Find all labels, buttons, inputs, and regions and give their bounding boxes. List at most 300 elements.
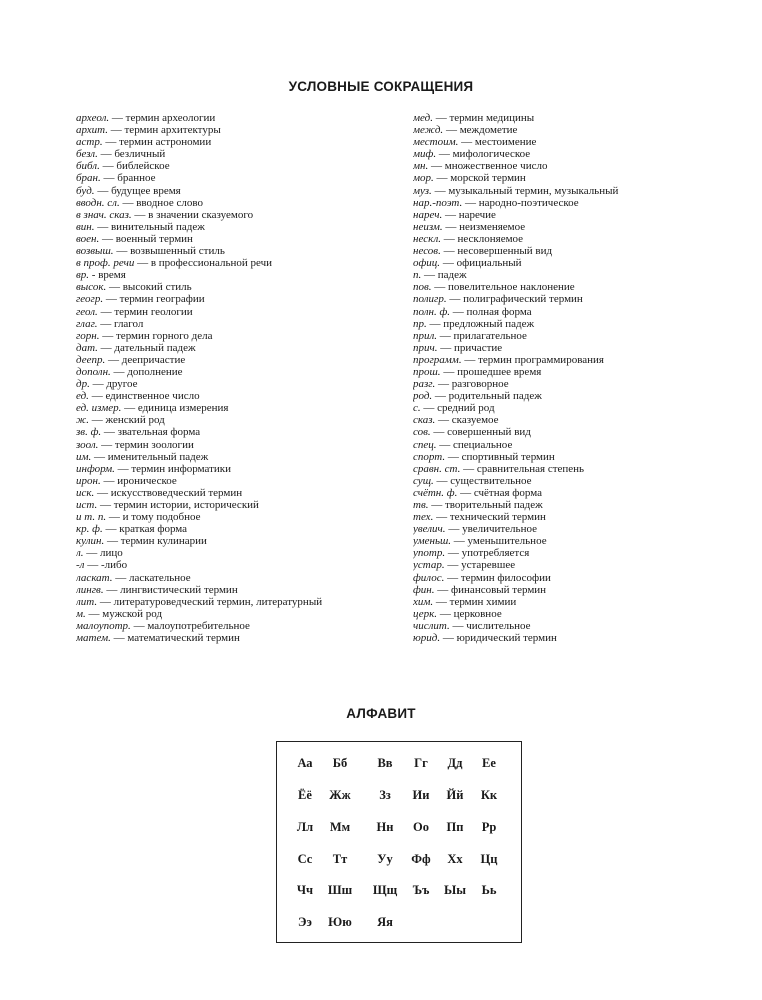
abbreviation-entry: [413, 487, 743, 499]
alphabet-letter: Ьь: [481, 883, 497, 897]
separator-dash: —: [437, 607, 454, 620]
abbreviation-entry: [413, 293, 743, 305]
separator-dash: —: [100, 474, 118, 487]
abbreviation-meaning: высокий стиль: [122, 281, 192, 294]
abbreviation: мор.: [413, 172, 434, 185]
abbreviations-left-column: [76, 112, 401, 644]
abbreviation-entry: [413, 366, 743, 378]
abbreviation: матем.: [76, 632, 111, 645]
abbreviation: кр. ф.: [76, 523, 103, 536]
separator-dash: —: [449, 619, 467, 632]
alphabet-letter: Жж: [329, 788, 351, 802]
abbreviation-entry: [76, 354, 401, 366]
abbreviation-entry: [76, 245, 401, 257]
separator-dash: —: [442, 208, 459, 221]
separator-dash: —: [88, 414, 106, 427]
abbreviation-meaning: термин философии: [460, 571, 551, 584]
abbreviation-entry: [413, 112, 743, 124]
abbreviations-title: УСЛОВНЫЕ СОКРАЩЕНИЯ: [288, 79, 474, 94]
abbreviation-meaning: юридический термин: [456, 632, 557, 645]
abbreviation-entry: [413, 197, 743, 209]
separator-dash: —: [101, 426, 118, 439]
abbreviation-entry: [413, 148, 743, 160]
abbreviation-entry: [76, 463, 401, 475]
abbreviation: бран.: [76, 172, 101, 185]
alphabet-letter: Ыы: [443, 883, 467, 897]
abbreviation: ист.: [76, 499, 98, 511]
abbreviation-entry: [413, 499, 743, 511]
abbreviation-meaning: междометие: [459, 124, 518, 137]
abbreviation-meaning: наречие: [458, 208, 496, 221]
separator-dash: —: [98, 438, 115, 451]
separator-dash: —: [440, 632, 457, 645]
alphabet-letter: Уу: [377, 852, 393, 866]
abbreviation: сказ.: [413, 414, 436, 427]
abbreviation: м.: [76, 607, 86, 620]
abbreviation: вин.: [76, 220, 95, 233]
abbreviation: с.: [413, 402, 421, 415]
abbreviation-entry: [413, 257, 743, 269]
abbreviation: хим.: [413, 595, 434, 608]
abbreviation: спорт.: [413, 450, 446, 463]
abbreviation-meaning: несовершенный вид: [457, 245, 553, 258]
separator-dash: —: [444, 571, 461, 584]
abbreviation-meaning: спортивный термин: [461, 450, 555, 463]
abbreviation-entry: [76, 608, 401, 620]
abbreviation-meaning: употребляется: [461, 547, 530, 560]
abbreviation: местоим.: [413, 136, 459, 149]
abbreviation: муз.: [413, 184, 432, 197]
abbreviation: неизм.: [413, 220, 443, 233]
abbreviation-entry: [76, 269, 401, 281]
abbreviation-entry: [413, 378, 743, 390]
separator-dash: —: [431, 184, 449, 197]
abbreviation-meaning: термин химии: [449, 595, 517, 608]
abbreviation-meaning: термин географии: [119, 293, 205, 306]
alphabet-letter: Яя: [377, 915, 393, 929]
abbreviation: глаг.: [76, 317, 98, 330]
abbreviation-entry: [413, 281, 743, 293]
abbreviation-entry: [413, 584, 743, 596]
abbreviation-entry: [413, 245, 743, 257]
abbreviation-meaning: устаревшее: [461, 559, 516, 572]
abbreviation: вводн. сл.: [76, 196, 120, 209]
abbreviation-meaning: полная форма: [466, 305, 532, 318]
separator-dash: —: [441, 232, 458, 245]
abbreviation: устар.: [413, 559, 445, 572]
abbreviation-meaning: искусствоведческий термин: [110, 486, 243, 499]
abbreviation-meaning: прошедшее время: [457, 365, 542, 378]
abbreviation: археол.: [76, 112, 110, 124]
abbreviation-entry: [413, 354, 743, 366]
abbreviation-meaning: несклоняемое: [457, 232, 524, 245]
separator-dash: —: [97, 595, 114, 608]
abbreviation: п.: [413, 269, 422, 282]
abbreviation-entry: [76, 390, 401, 402]
separator-dash: —: [457, 486, 474, 499]
abbreviation-meaning: специальное: [453, 438, 513, 451]
abbreviation: зв. ф.: [76, 426, 102, 439]
abbreviation-meaning: уменьшительное: [467, 535, 547, 548]
separator-dash: —: [437, 341, 454, 354]
separator-dash: —: [420, 402, 438, 415]
abbreviation: ирон.: [76, 474, 101, 487]
abbreviation: горн.: [76, 329, 100, 342]
abbreviation-meaning: полиграфический термин: [463, 293, 583, 306]
abbreviation-entry: [76, 596, 401, 608]
abbreviations-right-column: [413, 112, 743, 644]
abbreviation-entry: [413, 402, 743, 414]
alphabet-letter: Шш: [327, 883, 353, 897]
alphabet-letter: Бб: [332, 756, 348, 770]
separator-dash: —: [99, 329, 116, 342]
separator-dash: —: [121, 402, 138, 415]
abbreviation-entry: [413, 160, 743, 172]
abbreviation-entry: [413, 185, 743, 197]
abbreviation-entry: [76, 439, 401, 451]
alphabet-letter: Юю: [328, 915, 352, 929]
abbreviation-meaning: множественное число: [444, 160, 548, 173]
abbreviation-meaning: в значении сказуемого: [148, 208, 254, 221]
abbreviation: буд.: [76, 184, 95, 197]
abbreviation-entry: [413, 136, 743, 148]
abbreviation-entry: [76, 475, 401, 487]
abbreviation-entry: [413, 620, 743, 632]
alphabet-letter: Фф: [411, 852, 431, 866]
separator-dash: —: [94, 184, 112, 197]
abbreviation-entry: [76, 499, 401, 511]
abbreviation-entry: [413, 172, 743, 184]
separator-dash: —: [433, 474, 451, 487]
abbreviation: уменьш.: [413, 535, 452, 548]
abbreviation: информ.: [76, 462, 115, 475]
abbreviation-entry: [76, 293, 401, 305]
abbreviation: сов.: [413, 426, 431, 439]
abbreviation: им.: [76, 450, 92, 463]
abbreviation: мн.: [413, 160, 429, 173]
abbreviation-meaning: ироническое: [117, 474, 177, 487]
abbreviation-entry: [76, 281, 401, 293]
separator-dash: —: [97, 499, 114, 511]
abbreviation-meaning: термин археологии: [125, 112, 216, 124]
separator-dash: —: [428, 160, 445, 173]
separator-dash: —: [435, 378, 452, 391]
abbreviation-entry: [76, 342, 401, 354]
separator-dash: —: [436, 438, 454, 451]
abbreviation-meaning: термин программирования: [478, 353, 604, 366]
abbreviation: род.: [413, 390, 433, 403]
separator-dash: —: [443, 124, 460, 137]
abbreviation-meaning: звательная форма: [117, 426, 201, 439]
abbreviation-entry: [413, 596, 743, 608]
abbreviation-entry: [413, 572, 743, 584]
abbreviation-meaning: дополнение: [127, 365, 183, 378]
abbreviation: деепр.: [76, 353, 106, 366]
abbreviation-meaning: и тому подобное: [122, 511, 201, 524]
separator-dash: —: [85, 607, 103, 620]
abbreviation-meaning: существительное: [450, 474, 532, 487]
separator-dash: —: [461, 353, 479, 366]
abbreviation-meaning: глагол: [113, 317, 144, 330]
abbreviation-entry: [76, 306, 401, 318]
abbreviation-meaning: творительный падеж: [444, 499, 543, 511]
separator-dash: —: [445, 523, 463, 536]
abbreviation-entry: [413, 342, 743, 354]
abbreviation-meaning: лингвистический термин: [120, 583, 238, 596]
abbreviation-entry: [76, 160, 401, 172]
abbreviation: ласкат.: [76, 571, 113, 584]
abbreviation: нареч.: [413, 208, 443, 221]
separator-dash: —: [91, 450, 108, 463]
separator-dash: —: [428, 499, 445, 511]
separator-dash: —: [430, 426, 448, 439]
abbreviation-entry: [76, 426, 401, 438]
abbreviation-meaning: причастие: [454, 341, 503, 354]
abbreviation: программ.: [413, 353, 462, 366]
abbreviation-meaning: термин геологии: [114, 305, 193, 318]
abbreviation: прил.: [413, 329, 438, 342]
separator-dash: —: [97, 317, 114, 330]
abbreviation-entry: [76, 414, 401, 426]
abbreviation-entry: [76, 366, 401, 378]
abbreviation: употр.: [413, 547, 446, 560]
separator-dash: —: [99, 232, 116, 245]
abbreviation: полн. ф.: [413, 305, 451, 318]
abbreviation-meaning: термин зоологии: [114, 438, 194, 451]
abbreviation-entry: [413, 426, 743, 438]
abbreviation: несов.: [413, 245, 441, 258]
abbreviation-entry: [76, 233, 401, 245]
separator-dash: —: [109, 112, 126, 124]
abbreviation: филос.: [413, 571, 445, 584]
separator-dash: —: [110, 365, 128, 378]
abbreviation: иск.: [76, 486, 95, 499]
abbreviation: безл.: [76, 148, 98, 161]
abbreviation-meaning: церковное: [453, 607, 502, 620]
abbreviation-meaning: возвышенный стиль: [130, 245, 225, 258]
abbreviation-entry: [413, 269, 743, 281]
abbreviation: полигр.: [413, 293, 447, 306]
abbreviation-meaning: краткая форма: [119, 523, 188, 536]
abbreviation: счётн. ф.: [413, 486, 458, 499]
abbreviation: сущ.: [413, 474, 434, 487]
alphabet-letter: Йй: [446, 788, 464, 802]
abbreviation-entry: [76, 172, 401, 184]
separator-dash: —: [445, 450, 462, 463]
abbreviation-meaning: совершенный вид: [447, 426, 531, 439]
abbreviation-meaning: термин астрономии: [119, 136, 212, 149]
abbreviation-entry: [76, 523, 401, 535]
abbreviation-entry: [76, 257, 401, 269]
separator-dash: —: [88, 390, 106, 403]
separator-dash: —: [113, 245, 131, 258]
separator-dash: —: [97, 341, 115, 354]
abbreviation: тех.: [413, 511, 434, 524]
abbreviation: кулин.: [76, 535, 105, 548]
separator-dash: —: [119, 196, 137, 209]
abbreviation: высок.: [76, 281, 107, 294]
alphabet-letter: Хх: [447, 852, 463, 866]
alphabet-title: АЛФАВИТ: [346, 706, 416, 721]
separator-dash: —: [112, 571, 130, 584]
abbreviation-meaning: ласкательное: [129, 571, 191, 584]
abbreviation-meaning: термин медицины: [449, 112, 535, 124]
abbreviation-entry: [76, 330, 401, 342]
abbreviation-entry: [413, 535, 743, 547]
separator-dash: —: [432, 112, 450, 124]
abbreviation-entry: [76, 136, 401, 148]
separator-dash: —: [102, 523, 120, 536]
abbreviation-meaning: счётная форма: [473, 486, 543, 499]
abbreviation-meaning: местоимение: [474, 136, 537, 149]
abbreviation: офиц.: [413, 257, 441, 270]
separator-dash: —: [435, 414, 452, 427]
alphabet-letter: Мм: [329, 820, 351, 834]
separator-dash: —: [130, 619, 148, 632]
abbreviation: в проф. речи: [76, 257, 135, 270]
abbreviation-meaning: винительный падеж: [110, 220, 205, 233]
abbreviation-meaning: термин кулинарии: [120, 535, 207, 548]
separator-dash: —: [94, 220, 111, 233]
abbreviation-meaning: в профессиональной речи: [150, 257, 273, 270]
separator-dash: —: [89, 378, 107, 391]
abbreviation-entry: [413, 547, 743, 559]
abbreviation-entry: [413, 390, 743, 402]
alphabet-letter: Гг: [414, 756, 428, 770]
separator-dash: —: [104, 535, 121, 548]
abbreviation-entry: [413, 233, 743, 245]
abbreviation-meaning: дательный падеж: [114, 341, 196, 354]
abbreviation: ед.: [76, 390, 89, 403]
separator-dash: —: [440, 257, 457, 270]
abbreviation-entry: [413, 439, 743, 451]
abbreviation-entry: [413, 209, 743, 221]
abbreviation: -л: [76, 559, 85, 572]
abbreviation: разг.: [413, 378, 436, 391]
separator-dash: —: [432, 390, 449, 403]
separator-dash: —: [108, 124, 125, 137]
abbreviation: миф.: [413, 148, 437, 161]
abbreviation-meaning: единственное число: [105, 390, 200, 403]
abbreviation-meaning: разговорное: [451, 378, 509, 391]
abbreviation-entry: [413, 318, 743, 330]
abbreviation-meaning: вводное слово: [136, 196, 203, 209]
abbreviation: фин.: [413, 583, 435, 596]
alphabet-letter: Дд: [447, 756, 463, 770]
abbreviation-entry: [413, 463, 743, 475]
abbreviation: юрид.: [413, 632, 441, 645]
abbreviation-entry: [413, 511, 743, 523]
separator-dash: —: [437, 329, 454, 342]
abbreviation-meaning: будущее время: [111, 184, 181, 197]
separator-dash: —: [440, 365, 458, 378]
alphabet-letter: Чч: [296, 883, 314, 897]
abbreviation-entry: [413, 475, 743, 487]
abbreviation: увелич.: [413, 523, 446, 536]
abbreviation: числит.: [413, 619, 450, 632]
abbreviation-meaning: бранное: [117, 172, 156, 185]
abbreviation: архит.: [76, 124, 108, 137]
separator-dash: —: [442, 220, 460, 233]
abbreviation: сравн. ст.: [413, 462, 461, 475]
separator-dash: —: [436, 148, 453, 161]
abbreviation-entry: [413, 608, 743, 620]
abbreviation-entry: [76, 112, 401, 124]
abbreviation-meaning: лицо: [100, 547, 123, 560]
abbreviation-meaning: падеж: [437, 269, 467, 282]
abbreviation-entry: [76, 559, 401, 571]
abbreviation-meaning: сказуемое: [451, 414, 499, 427]
abbreviation-entry: [413, 523, 743, 535]
abbreviation-entry: [76, 148, 401, 160]
abbreviation-entry: [76, 584, 401, 596]
alphabet-letter: Ёё: [298, 788, 312, 802]
abbreviation: дат.: [76, 341, 98, 354]
abbreviation-entry: [76, 221, 401, 233]
separator-dash: —: [83, 547, 101, 560]
abbreviation: малоупотр.: [76, 619, 131, 632]
separator-dash: —: [458, 136, 475, 149]
abbreviation-meaning: увеличительное: [462, 523, 537, 536]
alphabet-letter: Ии: [412, 788, 430, 802]
abbreviation-entry: [413, 632, 743, 644]
separator-dash: —: [106, 281, 123, 294]
separator-dash: —: [462, 196, 479, 209]
separator-dash: —: [103, 293, 120, 306]
separator-dash: —: [84, 559, 101, 572]
abbreviation-meaning: математический термин: [127, 632, 240, 645]
abbreviation-meaning: единица измерения: [137, 402, 229, 415]
abbreviation: межд.: [413, 124, 444, 137]
alphabet-letter: Сс: [297, 852, 313, 866]
abbreviation-meaning: музыкальный термин, музыкальный: [448, 184, 619, 197]
abbreviation-entry: [76, 209, 401, 221]
alphabet-letter: Оо: [413, 820, 429, 834]
alphabet-letter: Пп: [446, 820, 464, 834]
abbreviation-meaning: термин горного дела: [116, 329, 213, 342]
abbreviation-meaning: мифологическое: [452, 148, 531, 161]
abbreviation-meaning: морской термин: [450, 172, 526, 185]
separator-dash: —: [433, 172, 451, 185]
abbreviation-entry: [413, 451, 743, 463]
abbreviation: ж.: [76, 414, 89, 427]
abbreviation: и т. п.: [76, 511, 107, 524]
abbreviation: астр.: [76, 136, 103, 149]
separator-dash: —: [134, 257, 151, 270]
separator-dash: —: [445, 547, 462, 560]
abbreviation: церк.: [413, 607, 438, 620]
separator-dash: —: [434, 583, 452, 596]
abbreviation-entry: [413, 124, 743, 136]
separator-dash: —: [440, 245, 458, 258]
abbreviation-entry: [413, 330, 743, 342]
separator-dash: —: [433, 511, 450, 524]
abbreviation-meaning: другое: [106, 378, 138, 391]
abbreviation-entry: [76, 547, 401, 559]
abbreviation-entry: [76, 197, 401, 209]
abbreviation: вр.: [76, 269, 90, 282]
abbreviation-meaning: деепричастие: [121, 353, 186, 366]
alphabet-letter: Лл: [296, 820, 314, 834]
alphabet-letter: Вв: [377, 756, 393, 770]
alphabet-letter: Ээ: [298, 915, 312, 929]
alphabet-letter: Рр: [481, 820, 497, 834]
alphabet-letter: Аа: [297, 756, 313, 770]
abbreviation-entry: [76, 487, 401, 499]
abbreviation-meaning: средний род: [437, 402, 495, 415]
alphabet-table: [276, 741, 522, 943]
separator-dash: —: [460, 462, 477, 475]
